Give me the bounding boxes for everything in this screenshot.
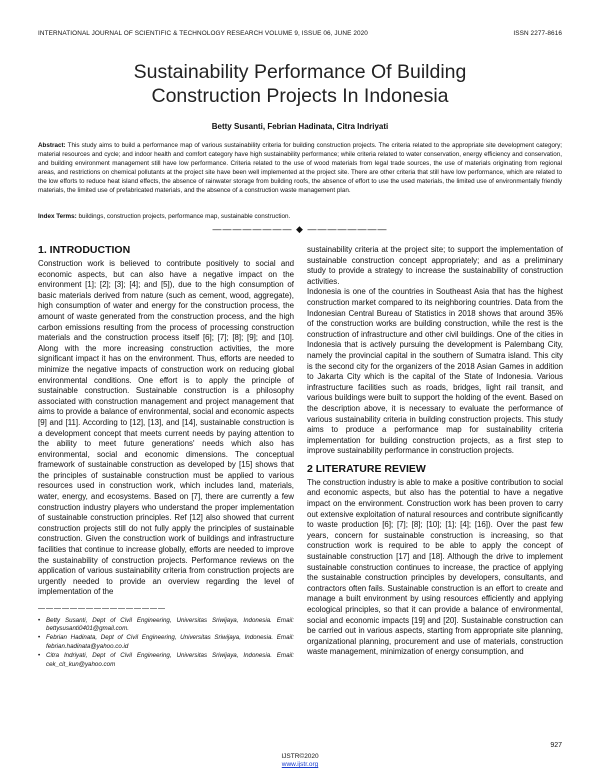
title-line-1: Sustainability Performance Of Building — [133, 61, 467, 83]
issn: ISSN 2277-8616 — [513, 30, 562, 37]
introduction-heading: 1. INTRODUCTION — [38, 244, 131, 256]
introduction-paragraph: Construction work is believed to contribute positively to social and economic aspects, but can also have a negative impact on the environment [1]; [2]; [3]; [4]; and [5]), due to the high consumption of basic materials derived from nature (such as cement, wood, aggregate), high consumption of water and energy for the construction process, the amount of waste generated from the construction process, and the high carbon emissions resulting from the process of processing construction materials and the construction process itself [6]; [7]; [8]; [9]; and [10]. Along with the more increasing construction activities, the more significant impact it has on the environment. Thus, efforts are needed to minimize the negative impacts of construction work on reducing global environmental conditions. One effort is to apply the principle of sustainable construction. Sustainable construction is a philosophy associated with construction management and project management that aims to provide a balance of environmental, social and economic aspects [9] and [11]. According to [12], [13], and [14], sustainable construction is a development concept that meets current needs by paying attention to the ability to meet future generations' needs which also has environmental, social and economic dimensions. The conceptual framework of sustainable construction as developed by [15] shows that the principles of sustainable construction must be applied to various resources used in construction work, which includes land, materials, water, energy, and ecosystems. Based on [7], there are currently a few construction industry players who understand the proper implementation of sustainable construction principles. Ref [12] also showed that current construction projects still do not fully apply the principles of sustainable construction. Given the construction work of buildings and infrastructure facilities that continue to increase globally, efforts are needed to improve the sustainability of construction projects. Performance reviews on the application of various sustainability criteria from construction projects are urgently needed to provide an overview regarding the level of implementation of the — [38, 259, 294, 597]
journal-header — [38, 30, 562, 37]
footer-copyright: IJSTR©2020 — [281, 753, 319, 760]
literature-review-paragraph: The construction industry is able to make a positive contribution to social and economic aspects, but also has the potential to have a negative impact on the environment. Construction work has been proven to carry out extensive exploitation of natural resources and contribute significantly to waste production [6]; [7]; [8]; [10]; [1]; [4]; [16]). Over the past few years, concern for sustainable construction is increasing, so that construction work is required to be able to apply the concept of sustainable construction [17] and [18]. Although the drive to implement sustainable construction continues to increase, the practice of applying the sustainable construction principles by developers, consultants, and contractors often fails. Sustainable construction is an effort to create and manage a built environment by using resources efficiently and applying ecological principles, so that it can provide a balance of environmental, social and economic impacts [19] and [20]. Sustainable construction can be carried out in various aspects, starting from appropriate site planning, organizational planning, procurement and use of materials, construction waste management, minimization of energy consumption, and — [307, 477, 563, 657]
index-terms — [38, 213, 562, 220]
indonesia-paragraph: Indonesia is one of the countries in Southeast Asia that has the highest construction market compared to its neighboring countries. Data from the Indonesian Central Bureau of Statistics in 2018 shows that around 35% of the construction works are building construction, while the rest is the construction of infrastructure and other civil buildings. One of the cities in Indonesia that is actively pursuing the development is Palembang City, namely the provincial capital in the southern of Sumatra island. This city is the second city for the organizers of the 2018 Asian Games in addition to Jakarta City which is the capital of the State of Indonesia. Various infrastructure facilities such as roads, bridges, light rail transit, and various buildings were built to support the holding of the event. Based on the description above, it is necessary to evaluate the performance of various sustainability criteria in building construction projects. This study aims to produce a performance map for sustainability criteria implementation for building construction projects, as a first step to improve sustainability performance in construction projects. — [307, 287, 563, 456]
intro-continuation-paragraph: sustainability criteria at the project site; to support the implementation of sustainable construction concept appropriately; and as a preliminary study to provide a strategy to increase the sustainability of construction activities. — [307, 245, 563, 286]
authors: Betty Susanti, Febrian Hadinata, Citra Indriyati — [211, 122, 389, 131]
abstract-label: Abstract: — [38, 142, 66, 149]
section-separator: ———————— ◆ ———————— — [212, 224, 388, 234]
footnote-item: • Citra Indriyati, Dept of Civil Engineering, Universitas Sriwijaya, Indonesia. Email: cek_cit_kun@yahoo.com — [38, 652, 294, 669]
footnote-item: • Betty Susanti, Dept of Civil Engineering, Universitas Sriwijaya, Indonesia. Email: bettysusanti0401@gmail.com. — [38, 617, 294, 634]
page-footer — [0, 753, 600, 769]
paper-title — [40, 60, 560, 108]
index-terms-label: Index Terms: — [38, 213, 77, 220]
title-line-2: Construction Projects In Indonesia — [151, 85, 449, 107]
literature-review-heading: 2 LITERATURE REVIEW — [307, 462, 426, 475]
abstract-text: This study aims to build a performance map of various sustainability criteria for building construction projects. The criteria related to the appropriate site development category; material resources and cycle; and indoor health and comfort category have high sustainability performance; while criteria related to water conservation, energy efficiency and conservation, and building environment management still have low performance. Criteria related to the use of wood materials from legal trade sources, the use of materials originating from regional areas, and restrictions on chemical pollutants at the project site have been well implemented at the project site. There are other criteria that still have low performance, which are related to the low efforts to reduce heat island effects, the absence of rainwater storage from building roofs, the absence of effort to use the used materials, the limited use of environmentally friendly materials, the limited use of prefabricated materials, and the absence of a construction waste management plan. — [38, 142, 562, 194]
footnote-rule: ———————————————— — [38, 605, 166, 612]
page-number: 927 — [550, 742, 562, 749]
left-column — [38, 243, 294, 670]
journal-name: INTERNATIONAL JOURNAL OF SCIENTIFIC & TECHNOLOGY RESEARCH VOLUME 9, ISSUE 06, JUNE 2020 — [38, 30, 368, 37]
right-column — [307, 245, 563, 658]
footnote-item: • Febrian Hadinata, Dept of Civil Engineering, Universitas Sriwijaya, Indonesia. Email: febrian.hadinata@yahoo.co.id — [38, 634, 294, 651]
abstract — [38, 142, 562, 195]
footer-link[interactable]: www.ijstr.org — [281, 761, 319, 768]
index-terms-text: buildings, construction projects, performance map, sustainable construction. — [76, 213, 291, 220]
author-footnotes — [38, 617, 294, 669]
